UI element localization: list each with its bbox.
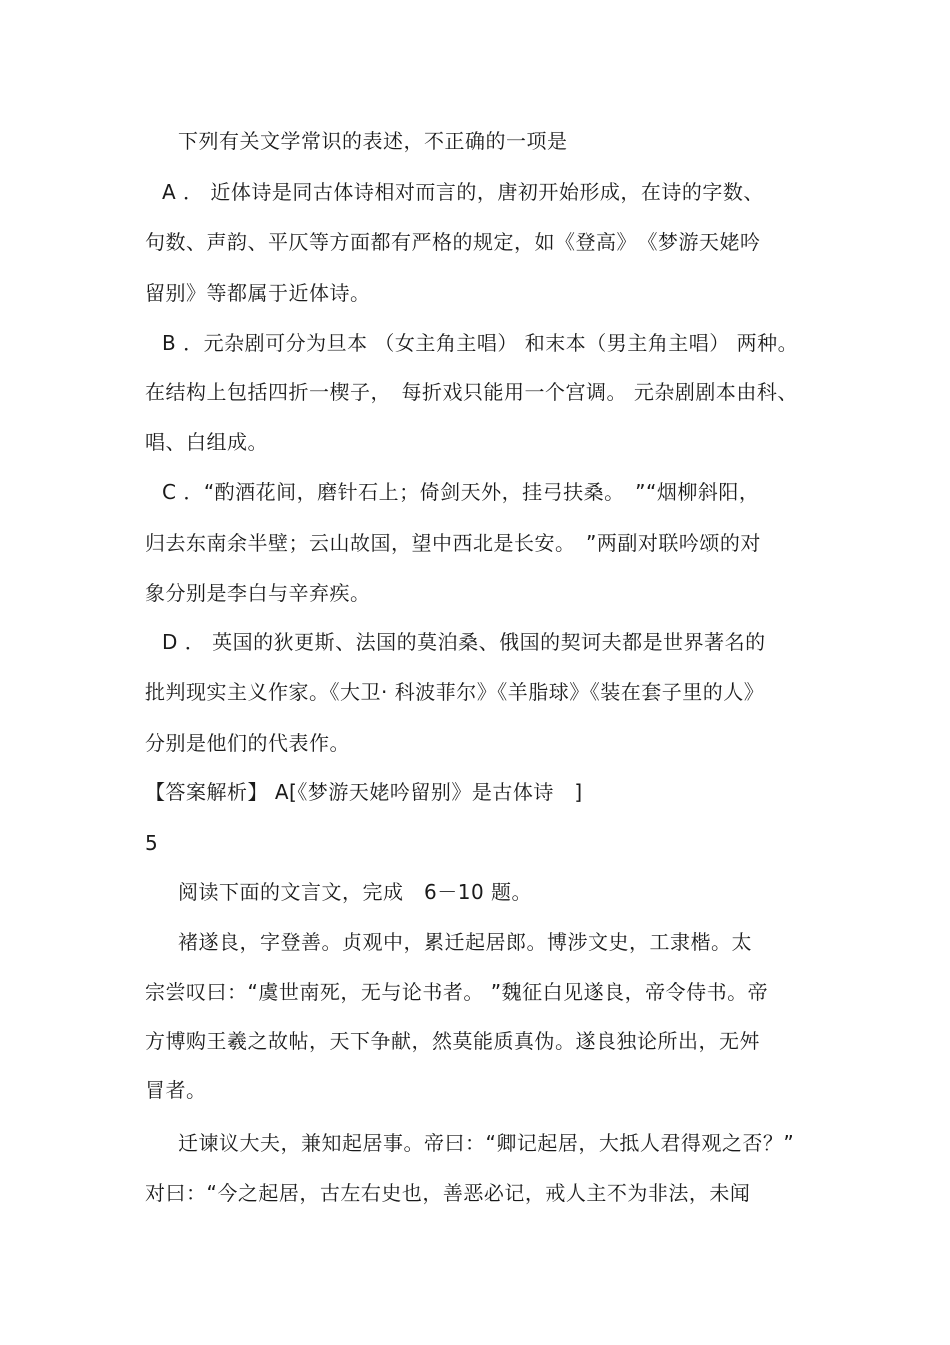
option-a-line-1: A ． 近体诗是同古体诗相对而言的，唐初开始形成，在诗的字数、 — [162, 180, 764, 204]
question-number: 5 — [145, 831, 159, 855]
option-d-line-3: 分别是他们的代表作。 — [145, 731, 350, 755]
option-a-line-3: 留别》等都属于近体诗。 — [145, 281, 371, 305]
option-c-line-1: C ．“酌酒花间，磨针石上；倚剑天外，挂弓扶桑。 ”“烟柳斜阳， — [162, 480, 760, 504]
answer-explanation: 【答案解析】 A[《梦游天姥吟留别》是古体诗 ] — [145, 780, 583, 804]
passage-p1-line-4: 冒者。 — [145, 1078, 207, 1102]
option-c-line-3: 象分别是李白与辛弃疾。 — [145, 581, 371, 605]
option-a-line-2: 句数、声韵、平仄等方面都有严格的规定，如《登高》 《梦游天姥吟 — [145, 230, 761, 254]
question-stem: 下列有关文学常识的表述，不正确的一项是 — [178, 129, 568, 153]
passage-p1-line-3: 方博购王羲之故帖，天下争献，然莫能质真伪。遂良独论所出，无舛 — [145, 1029, 760, 1053]
option-d-line-1: D ． 英国的狄更斯、法国的莫泊桑、俄国的契诃夫都是世界著名的 — [162, 630, 766, 654]
passage-p1-line-1: 褚遂良，字登善。贞观中，累迁起居郎。博涉文史，工隶楷。太 — [178, 930, 752, 954]
passage-p2-line-2: 对曰：“今之起居，古左右史也，善恶必记，戒人主不为非法，未闻 — [145, 1181, 751, 1205]
option-b-line-3: 唱、白组成。 — [145, 430, 268, 454]
passage-p2-line-1: 迁谏议大夫，兼知起居事。帝曰：“卿记起居，大抵人君得观之否？” — [178, 1131, 795, 1155]
option-c-line-2: 归去东南余半壁；云山故国，望中西北是长安。 ”两副对联吟颂的对 — [145, 531, 761, 555]
option-b-line-2: 在结构上包括四折一楔子， 每折戏只能用一个宫调。 元杂剧剧本由科、 — [145, 380, 798, 404]
reading-instruction: 阅读下面的文言文，完成 6－10 题。 — [178, 880, 533, 904]
option-b-line-1: B ．元杂剧可分为旦本 （女主角主唱） 和末本（男主角主唱） 两种。 — [162, 331, 799, 355]
option-d-line-2: 批判现实主义作家。《大卫· 科波菲尔》《羊脂球》《装在套子里的人》 — [145, 680, 765, 704]
passage-p1-line-2: 宗尝叹曰：“虞世南死，无与论书者。 ”魏征白见遂良，帝令侍书。帝 — [145, 980, 769, 1004]
